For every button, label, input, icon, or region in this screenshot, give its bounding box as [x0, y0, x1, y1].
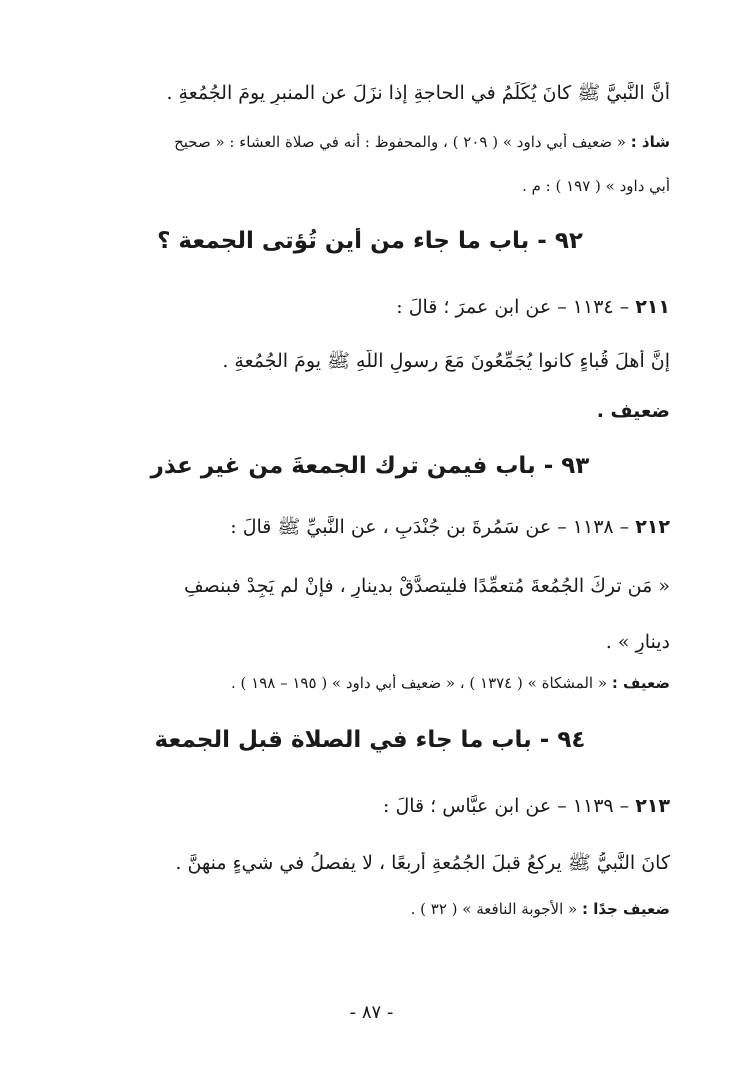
continued-hadith-text: أنَّ النَّبيَّ ﷺ كانَ يُكَلِّمُ في الحاجةِ إذا نزَلَ عن المنبرِ يومَ الجُمُعةِ .	[166, 82, 670, 104]
hadith-text-211: إنَّ أهلَ قُباءٍ كانوا يُجَمِّعُونَ مَعَ رسولِ اللَّهِ ﷺ يومَ الجُمُعةِ .	[222, 350, 670, 372]
hadith-grade-212	[70, 674, 670, 692]
hadith-header-212	[70, 516, 670, 539]
hadith-reference: – ١١٣٤ – عن ابنِ عمرَ ؛ قالَ :	[396, 296, 630, 318]
grading-note	[70, 133, 670, 151]
hadith-reference: – ١١٣٩ – عن ابنِ عبَّاسٍ ؛ قالَ :	[383, 795, 630, 817]
hadith-grade-211	[70, 400, 670, 423]
hadith-text-213: كانَ النَّبيُّ ﷺ يركعُ قبلَ الجُمُعةِ أربعًا ، لا يفصلُ في شيءٍ منهنَّ .	[175, 852, 670, 874]
hadith-number: ٢١٢	[635, 516, 670, 538]
hadith-header-213	[70, 795, 670, 818]
hadith-grade-213	[70, 900, 670, 918]
hadith-header-211	[70, 296, 670, 319]
grade-reference: « المشكاة » ( ١٣٧٤ ) ، « ضعيف أبي داود » ( ١٩٥ – ١٩٨ ) .	[231, 674, 608, 692]
grade-label: ضعيف :	[611, 674, 670, 692]
page-number: - ٨٧ -	[349, 1002, 394, 1023]
hadith-number: ٢١١	[635, 296, 670, 318]
grade-reference: « ضعيف أبي داود » ( ٢٠٩ ) ، والمحفوظ : أنه في صلاة العشاء : « صحيح	[174, 133, 626, 151]
grade-reference: « الأجوبة النافعة » ( ٣٢ ) .	[410, 900, 578, 918]
grade-label: ضعيف .	[596, 400, 670, 422]
hadith-number: ٢١٣	[635, 795, 670, 817]
hadith-reference: – ١١٣٨ – عن سَمُرةَ بنِ جُنْدَبٍ ، عن النَّبيِّ ﷺ قالَ :	[230, 516, 630, 538]
grade-label: ضعيف جدًا :	[581, 900, 670, 918]
hadith-text-212-line-1: « مَن تركَ الجُمُعةَ مُتعمِّدًا فليتصدَّقْ بدينارٍ ، فإنْ لم يَجِدْ فبنصفِ	[183, 575, 670, 597]
grading-note-continued: أبي داود » ( ١٩٧ ) : م .	[522, 177, 670, 195]
chapter-heading-93: ٩٣ - باب فيمن ترك الجمعةَ من غير عذر	[150, 453, 590, 479]
chapter-heading-92: ٩٢ - باب ما جاء من أين تُؤتى الجمعة ؟	[157, 228, 583, 254]
hadith-text-212-line-2: دينارٍ » .	[605, 631, 670, 653]
chapter-heading-94: ٩٤ - باب ما جاء في الصلاة قبل الجمعة	[154, 727, 586, 753]
grade-label: شاذ :	[630, 133, 670, 151]
